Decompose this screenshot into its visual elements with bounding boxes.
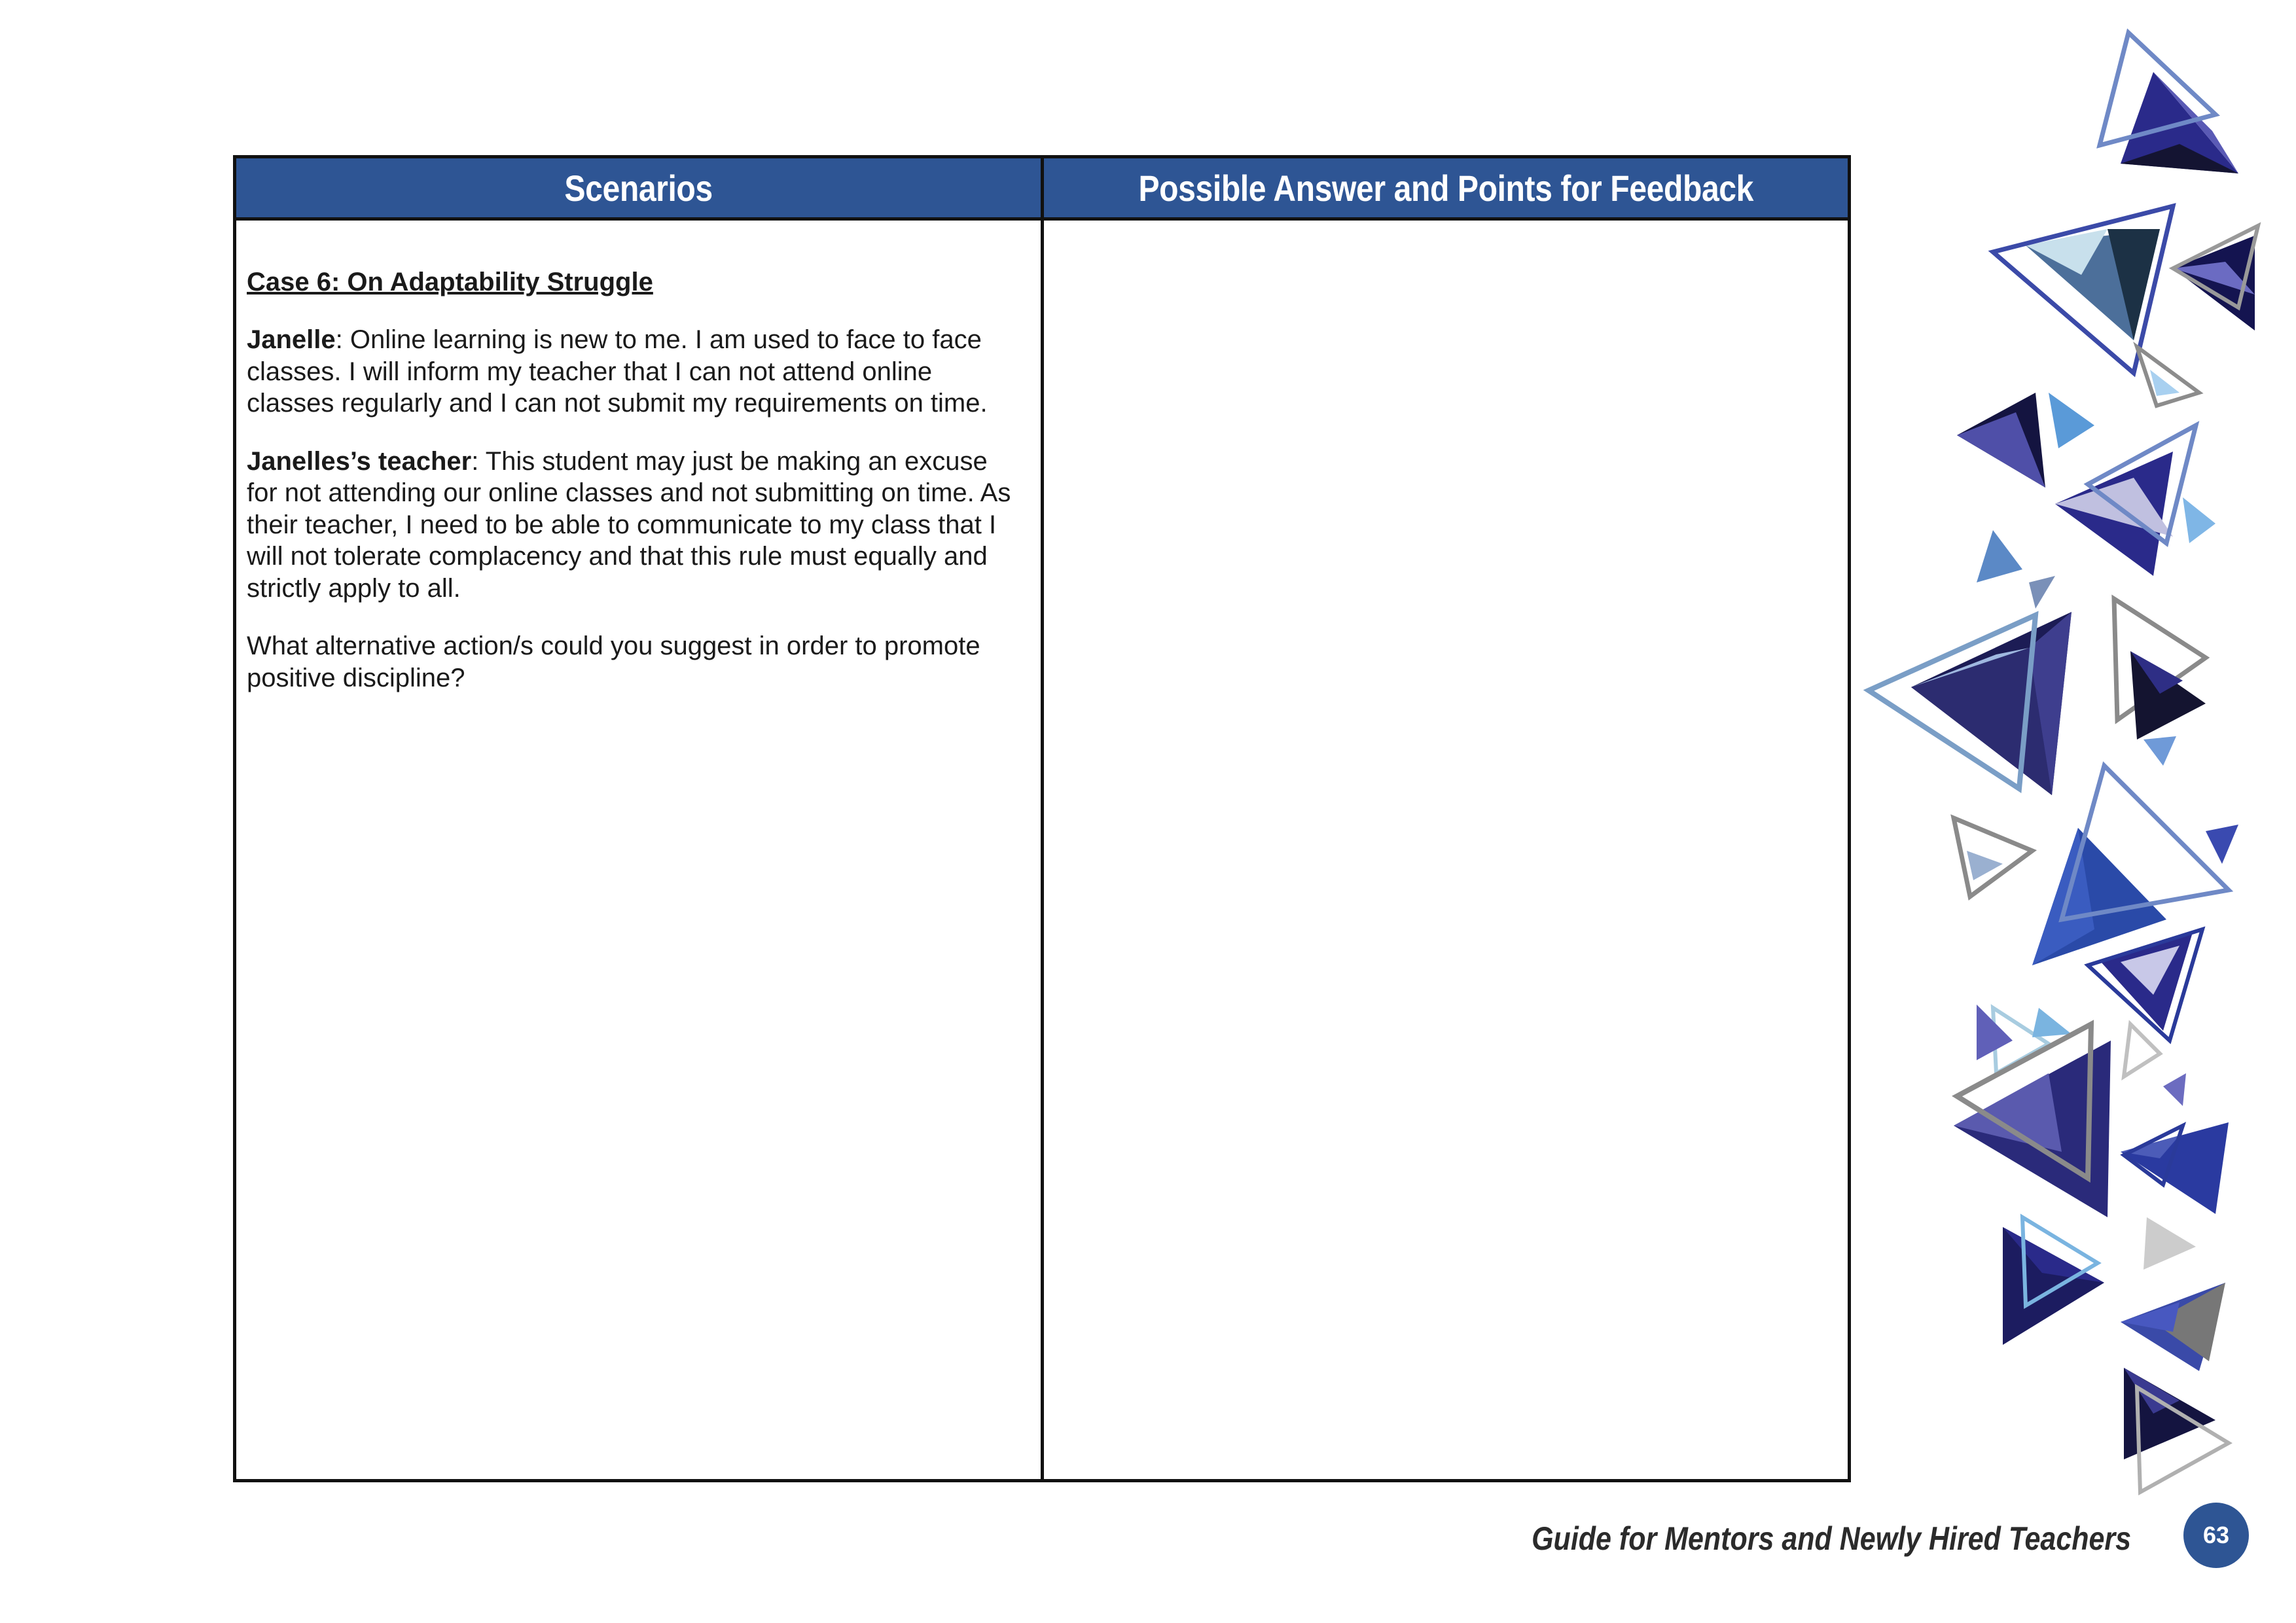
janelle-text: : Online learning is new to me. I am used to face to face classes. I will inform my teacher that I can not attend online classes regularly and I can not submit my requirements on time. <box>247 325 988 418</box>
scenario-cell <box>235 219 1043 1481</box>
feedback-header: Possible Answer and Points for Feedback <box>1042 157 1850 219</box>
janelle-paragraph <box>247 324 1022 419</box>
janelle-speaker: Janelle <box>247 325 336 354</box>
scenario-table <box>233 155 1851 1482</box>
teacher-speaker: Janelles’s teacher <box>247 446 472 476</box>
question-paragraph: What alternative action/s could you suggest in order to promote positive discipline? <box>247 632 980 692</box>
scenarios-header: Scenarios <box>235 157 1043 219</box>
page-number-badge: 63 <box>2183 1503 2249 1568</box>
answer-cell[interactable] <box>1042 219 1850 1481</box>
footer-title: Guide for Mentors and Newly Hired Teachers <box>1532 1520 2131 1557</box>
case-title: Case 6: On Adaptability Struggle <box>247 268 653 296</box>
triangle-decoration <box>1833 0 2296 1623</box>
teacher-paragraph <box>247 446 1022 605</box>
teacher-text: : This student may just be making an excuse for not attending our online classes and not submitting on time. As their teacher, I need to be able to communicate to my class that I will not tolerate complacency and that this rule must equally and strictly apply to all. <box>247 446 1011 603</box>
